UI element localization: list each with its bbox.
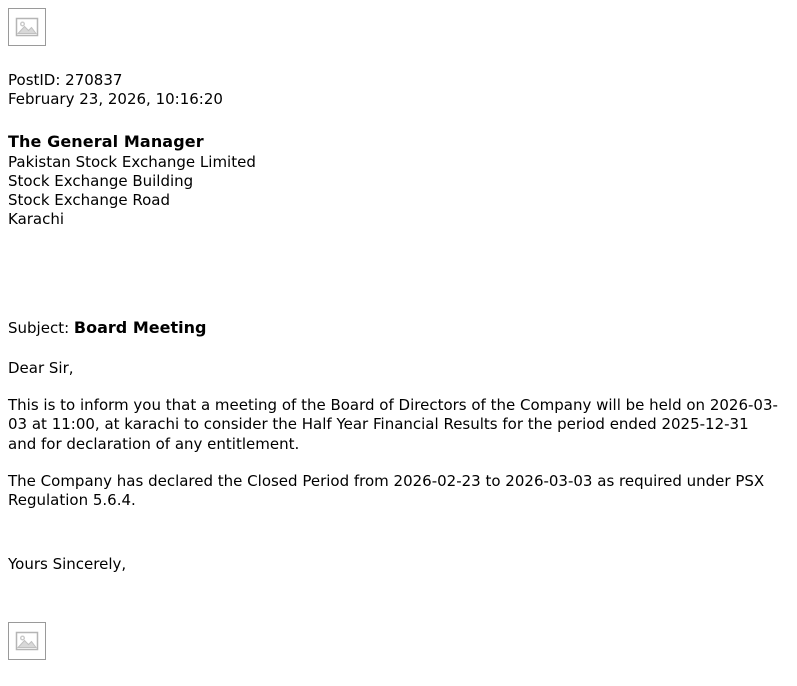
subject-value: Board Meeting xyxy=(73,317,207,337)
broken-image-icon xyxy=(8,8,46,46)
post-meta xyxy=(8,71,789,109)
recipient-address xyxy=(8,132,789,229)
post-timestamp: February 23, 2026, 10:16:20 xyxy=(8,90,223,109)
recipient-title: The General Manager xyxy=(8,132,204,152)
signoff: Yours Sincerely, xyxy=(8,555,127,574)
broken-image-icon xyxy=(8,622,46,660)
body-paragraph-2: The Company has declared the Closed Period from 2026-02-23 to 2026-03-03 as required under PSX Regulation 5.6.4. xyxy=(8,471,765,509)
body-paragraph-1: This is to inform you that a meeting of the Board of Directors of the Company will be held on 2026-03-03 at 11:00, at karachi to consider the Half Year Financial Results for the period ended 2025-12-31 and for declaration of any entitlement. xyxy=(8,396,778,453)
recipient-line-4: Karachi xyxy=(8,210,65,229)
post-id: PostID: 270837 xyxy=(8,71,123,89)
recipient-line-1: Pakistan Stock Exchange Limited xyxy=(8,152,256,171)
recipient-line-2: Stock Exchange Building xyxy=(8,172,194,191)
subject-line xyxy=(8,318,789,338)
salutation: Dear Sir, xyxy=(8,359,74,378)
subject-label: Subject: xyxy=(8,318,70,337)
recipient-line-3: Stock Exchange Road xyxy=(8,191,170,210)
footer-image-container xyxy=(0,622,797,660)
